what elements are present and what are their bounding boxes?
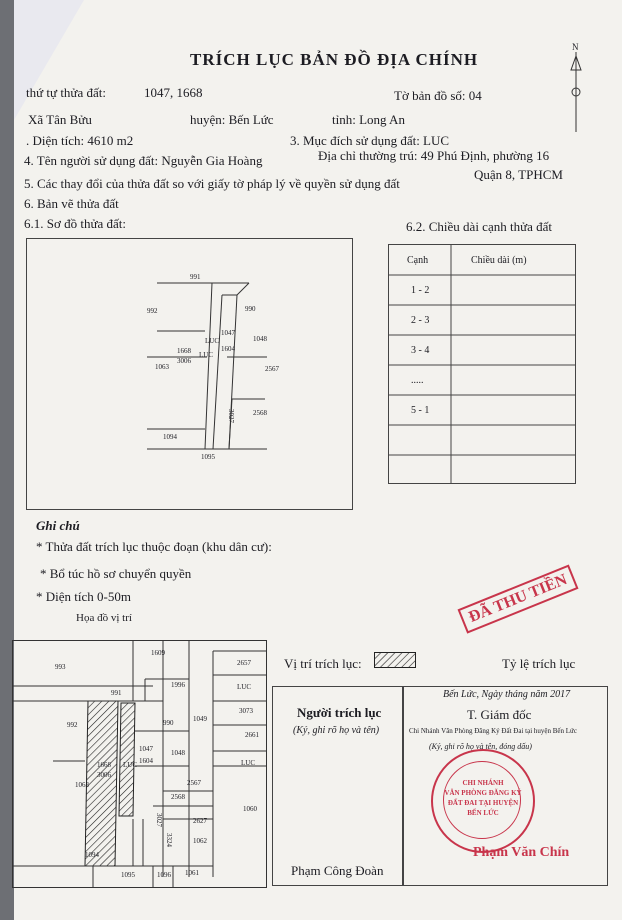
extractor-sub: (Ký, ghi rõ họ và tên) [293, 725, 380, 736]
sketch-1668: 1668 [177, 347, 191, 355]
map-2568: 2568 [171, 793, 185, 801]
paid-stamp: ĐÃ THU TIỀN [458, 564, 579, 633]
map-luc3: LUC [123, 761, 137, 769]
map-1061: 1061 [185, 869, 199, 877]
owner: 4. Tên người sử dụng đất: Nguyễn Gia Hoàng [24, 153, 263, 168]
map-993: 993 [55, 663, 66, 671]
sketch-luc1: LUC [205, 337, 219, 345]
sketch-3006: 3006 [177, 357, 191, 365]
office-seal [431, 749, 535, 853]
sketch-1095: 1095 [201, 453, 215, 461]
edge-row: 3 - 4 [411, 345, 430, 356]
drawing-label: 6. Bản vẽ thửa đất [24, 196, 119, 211]
changes: 5. Các thay đổi của thửa đất so với giấy tờ pháp lý về quyền sử dụng đất [24, 176, 400, 191]
doc-title: TRÍCH LỤC BẢN ĐỒ ĐỊA CHÍNH [190, 50, 479, 69]
edges-label: 6.2. Chiều dài cạnh thửa đất [406, 219, 553, 234]
edge-header-length: Chiều dài (m) [471, 255, 527, 266]
sketch-990: 990 [245, 305, 256, 313]
map-sheet: Tờ bản đồ số: 04 [394, 88, 482, 103]
map-1609: 1609 [151, 649, 165, 657]
address-line2: Quận 8, TPHCM [474, 167, 563, 182]
province: tỉnh: Long An [332, 112, 405, 127]
north-label: N [572, 42, 579, 52]
purpose: 3. Mục đích sử dụng đất: LUC [290, 133, 450, 148]
map-990: 990 [163, 719, 174, 727]
map-1062: 1062 [193, 837, 207, 845]
district: huyện: Bến Lức [190, 112, 274, 127]
sketch-1048: 1048 [253, 335, 267, 343]
map-1048: 1048 [171, 749, 185, 757]
document-page [14, 0, 622, 920]
extractor-title: Người trích lục [297, 705, 382, 720]
note-3: * Diện tích 0-50m [36, 589, 131, 604]
sketch-992: 992 [147, 307, 158, 315]
seal-line-1: CHI NHÁNH [462, 779, 504, 787]
edge-table [388, 244, 576, 484]
sketch-1063: 1063 [155, 363, 169, 371]
sketch-luc2: LUC [199, 351, 213, 359]
date-line: Bến Lức, Ngày tháng năm 2017 [443, 689, 571, 700]
map-1604: 1604 [139, 757, 153, 765]
seal-line-2: VĂN PHÒNG ĐĂNG KÝ [444, 789, 522, 797]
seal-line-3: ĐẤT ĐAI TẠI HUYỆN [447, 799, 519, 807]
sketch-2568: 2568 [253, 409, 267, 417]
parcel-no-value: 1047, 1668 [144, 85, 203, 100]
map-1094: 1094 [85, 851, 99, 859]
note-1: * Thửa đất trích lục thuộc đoạn (khu dân cư): [36, 539, 272, 554]
map-991: 991 [111, 689, 122, 697]
office-line: Chi Nhánh Văn Phòng Đăng Ký Đất Đai tại huyện Bến Lức [409, 727, 577, 735]
sketch-3027: 3027 [227, 409, 235, 423]
map-1049: 1049 [193, 715, 207, 723]
map-1063: 1063 [75, 781, 89, 789]
map-3027: 3027 [155, 813, 163, 827]
edge-row: ..... [411, 375, 424, 386]
map-luc1: LUC [237, 683, 251, 691]
parcel-sketch [26, 238, 353, 510]
edge-row: 5 - 1 [411, 405, 430, 416]
sketch-1094: 1094 [163, 433, 177, 441]
map-2661: 2661 [245, 731, 259, 739]
director-sub: (Ký, ghi rõ họ và tên, đóng dấu) [429, 742, 532, 751]
sketch-2567: 2567 [265, 365, 279, 373]
seal-line-4: BẾN LỨC [467, 809, 499, 817]
map-1095: 1095 [121, 871, 135, 879]
address: Địa chỉ thường trú: 49 Phú Định, phường 16 [318, 148, 550, 163]
director-box [402, 686, 608, 886]
sketch-label: 6.1. Sơ đồ thửa đất: [24, 216, 127, 231]
map-2657: 2657 [237, 659, 251, 667]
map-1996: 1996 [171, 681, 185, 689]
position-label: Vị trí trích lục: [284, 656, 362, 671]
extractor-box [272, 686, 404, 886]
scale-label: Tỷ lệ trích lục [502, 656, 576, 671]
extractor-name: Phạm Công Đoàn [291, 863, 384, 878]
sketch-991: 991 [190, 273, 201, 281]
director-name: Phạm Văn Chín [473, 845, 570, 860]
map-1668: 1668 [97, 761, 111, 769]
north-arrow-icon [568, 52, 584, 132]
edge-table-grid [389, 245, 575, 483]
edge-row: 2 - 3 [411, 315, 430, 326]
parcel-no-label: thứ tự thửa đất: [26, 85, 106, 100]
sketch-1604: 1604 [221, 345, 235, 353]
hatch-legend-icon [374, 652, 416, 668]
map-3324: 3324 [165, 833, 173, 847]
map-1096: 1096 [157, 871, 171, 879]
note-2: * Bổ túc hồ sơ chuyển quyền [40, 566, 192, 581]
notes-title: Ghi chú [36, 518, 80, 533]
map-3073: 3073 [239, 707, 253, 715]
map-992: 992 [67, 721, 78, 729]
page-fold [14, 0, 84, 120]
area: . Diện tích: 4610 m2 [26, 133, 134, 148]
map-3006: 3006 [97, 771, 111, 779]
location-map [12, 640, 267, 888]
map-1047: 1047 [139, 745, 153, 753]
commune: Xã Tân Bửu [28, 112, 92, 127]
map-1060: 1060 [243, 805, 257, 813]
map-2567: 2567 [187, 779, 201, 787]
edge-row: 1 - 2 [411, 285, 430, 296]
sketch-1047: 1047 [221, 329, 235, 337]
edge-header-side: Cạnh [407, 255, 429, 266]
director-title: T. Giám đốc [467, 707, 532, 722]
location-map-label: Họa đồ vị trí [76, 612, 132, 624]
map-2627: 2627 [193, 817, 207, 825]
map-luc2: LUC [241, 759, 255, 767]
